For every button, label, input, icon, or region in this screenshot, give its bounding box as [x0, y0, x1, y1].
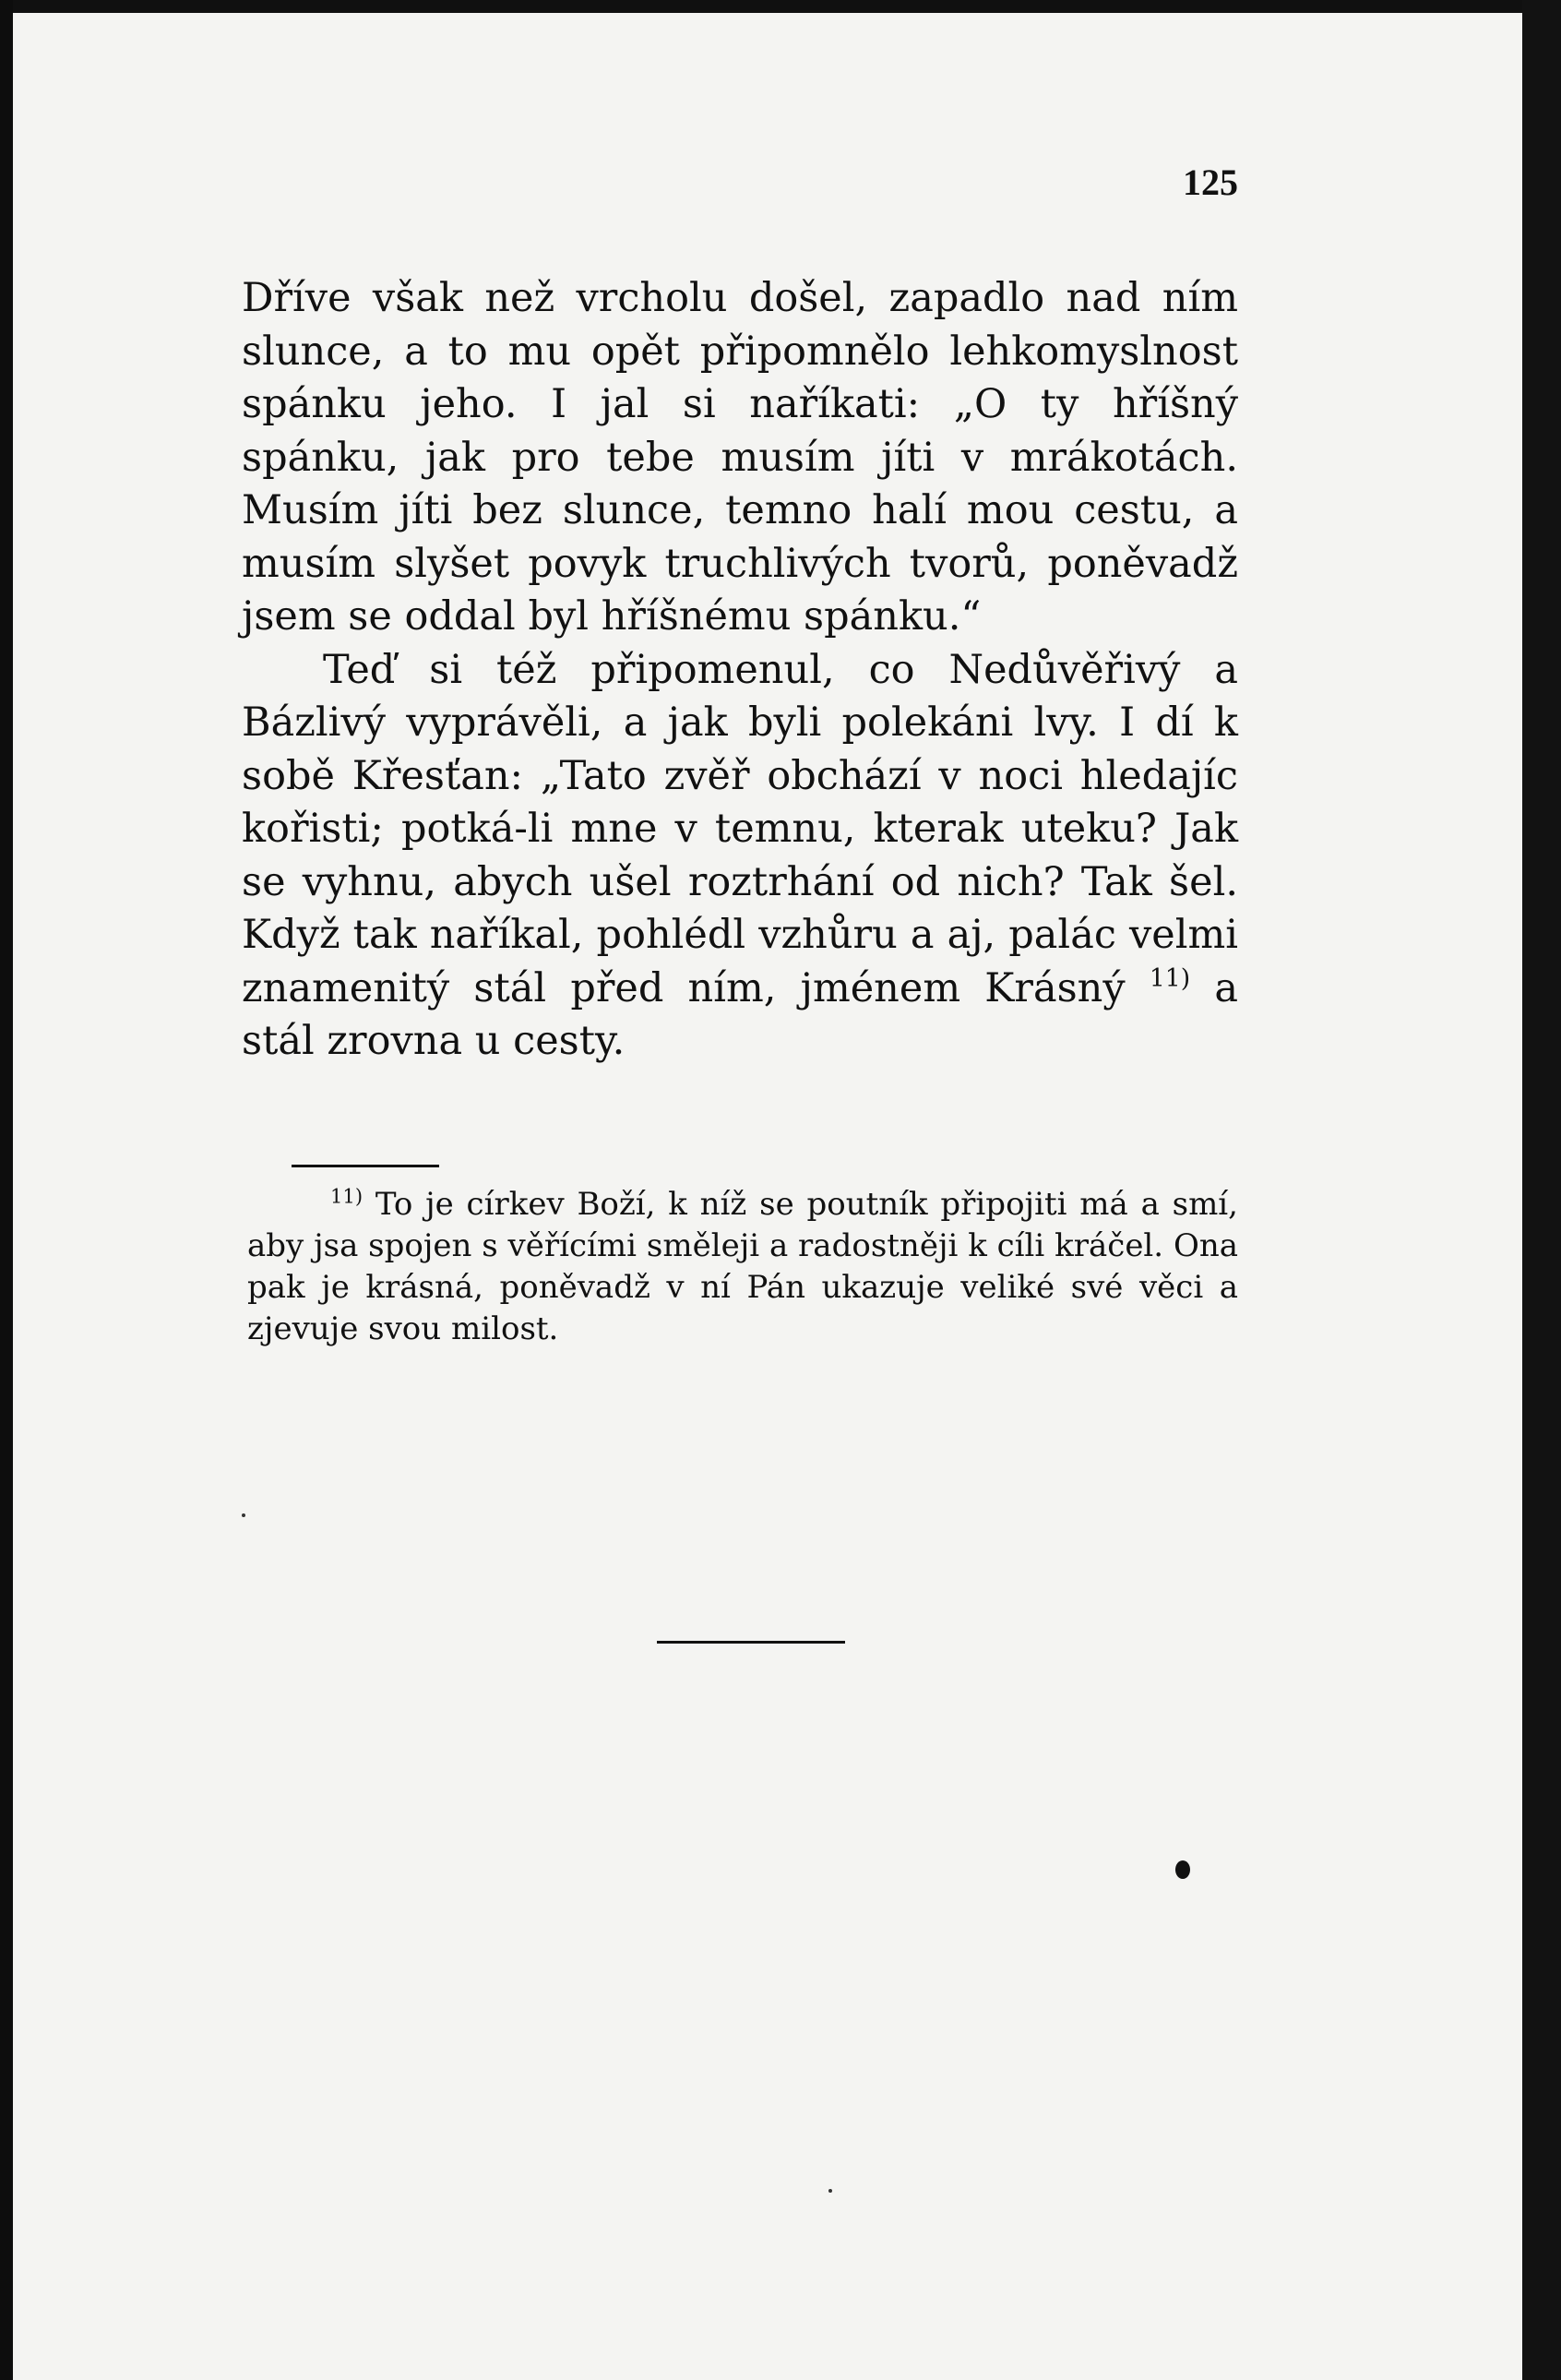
- ink-blot: [1175, 1860, 1190, 1879]
- paragraph-2-tail: a stál zrovna u cesty.: [242, 964, 1238, 1064]
- footnote: [247, 1184, 1238, 1350]
- paragraph-1: Dříve však než vrcholu došel, zapadlo nad ním slunce, a to mu opět připomnělo lehkomyslnost spánku jeho. I jal si naříkati: „O ty hříšný spánku, jak pro tebe musím jíti v mrákotách. Musím jíti bez slunce, temno halí mou cestu, a musím slyšet povyk truchlivých tvorů, poněvadž jsem se oddal byl hříšnému spánku.“: [242, 275, 1238, 640]
- scan-edge-top: [0, 0, 1561, 13]
- footnote-separator: [292, 1165, 439, 1167]
- ink-speck: [242, 1513, 245, 1517]
- page-number: 125: [1183, 161, 1238, 203]
- footnote-body: [247, 1184, 1238, 1350]
- paragraph-2: [242, 644, 1238, 1069]
- footnote-marker: 11): [330, 1184, 363, 1208]
- scan-edge-left: [0, 0, 13, 2380]
- footnote-reference: 11): [1149, 963, 1191, 993]
- footnote-text: To je církev Boží, k níž se poutník připojiti má a smí, aby jsa spojen s věřícími směleji a radostněji k cíli kráčel. Ona pak je krásná, poněvadž v ní Pán ukazuje veliké své věci a zjevuje svou milost.: [247, 1186, 1238, 1347]
- scan-edge-right: [1522, 0, 1561, 2380]
- ink-speck: [828, 2189, 832, 2193]
- end-rule: [657, 1641, 845, 1644]
- paragraph-2-text: Teď si též připomenul, co Nedůvěřivý a Bázlivý vyprávěli, a jak byli polekáni lvy. I dí k sobě Křesťan: „Tato zvěř obchází v noci hledajíc kořisti; potká-li mne v temnu, kterak uteku? Jak se vyhnu, abych ušel roztrhání od nich? Tak šel. Když tak naříkal, pohlédl vzhůru a aj, palác velmi znamenitý stál před ním, jménem Krásný: [242, 646, 1238, 1011]
- body-text: [242, 272, 1238, 1069]
